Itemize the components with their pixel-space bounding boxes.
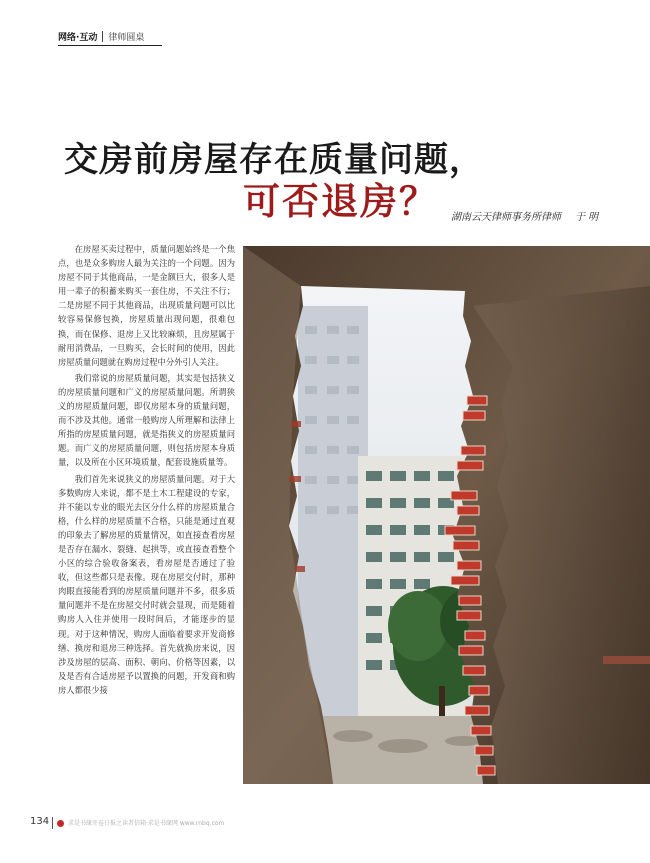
section-header [58, 31, 144, 44]
article-photo [243, 246, 650, 784]
article-title-line2: 可否退房？ [243, 180, 438, 223]
body-paragraph-3: 我们首先来说狭义的房屋质量问题。对于大多数购房人来说，都不是土木工程建设的专家，并不能以专业的眼光去区分什么样的房屋质量合格，什么样的房屋质量不合格，只能是通过直观的印象去了解房屋的质量情况，如直接查看房屋是否存在漏水、裂缝、起拱等，或直接查看整个小区的综合验收备案表，看房屋是否通过了验收，但这些都只是表像。现在房屋交付时，那种肉眼直接能看到的房屋质量问题并不多，很多质量问题并不是在房屋交付时就会显现，而是随着购房人入住并使用一段时间后，才能逐步的显现。对于这种情况，购房人面临着要求开发商修缮、换房和退房三种选择。首先就换房来说，因涉及房屋的层高、面积、朝向、价格等因素，以及是否有合适房屋予以置换的问题，开发商和购房人都很少接 [58, 473, 235, 695]
article-title-line1: 交房前房屋存在质量问题， [64, 140, 484, 180]
page-number: 134 [30, 816, 50, 827]
subsection-label: 律师圆桌 [108, 33, 145, 43]
body-paragraph-1: 在房屋买卖过程中，质量问题始终是一个焦点，也是众多购房人最为关注的一个问题。因为房屋不同于其他商品，一是金额巨大，很多人是用一辈子的积蓄来购买一套住房，不关注不行；二是房屋不同于其他商品，出现质量问题可以比较容易保修包换，房屋质量出现问题，很难包换，而在保修、退房上又比较麻烦，且房屋属于耐用消费品，一旦购买，会长时间的使用，因此房屋质量问题就在购房过程中分外引人关注。 [58, 244, 235, 367]
footer-divider [52, 817, 53, 829]
author-byline [451, 208, 598, 223]
header-rule [58, 45, 162, 46]
body-paragraph-2: 我们常说的房屋质量问题，其实是包括狭义的房屋质量问题和广义的房屋质量问题。所谓狭义的房屋质量问题，即仅房屋本身的质量问题，而不涉及其他。通常一般购房人所理解和法律上所指的房屋质量问题，就是指狭义的房屋质量问题。而广义的房屋质量问题，则包括房屋本身质量，以及所在小区环境质量，配套设施质量等。 [58, 372, 235, 468]
publisher-logo-icon [57, 820, 64, 827]
footer-text: 求是书缘开卷日报之读者信箱·求是书缘网 www.rnbq.com [68, 820, 225, 827]
article-body [58, 242, 235, 787]
author-org: 湖南云天律师事务所律师 [451, 212, 561, 223]
section-divider [102, 31, 103, 42]
broken-wall-illustration [243, 246, 650, 784]
section-label: 网络·互动 [58, 33, 98, 43]
author-name: 于 明 [575, 212, 599, 223]
